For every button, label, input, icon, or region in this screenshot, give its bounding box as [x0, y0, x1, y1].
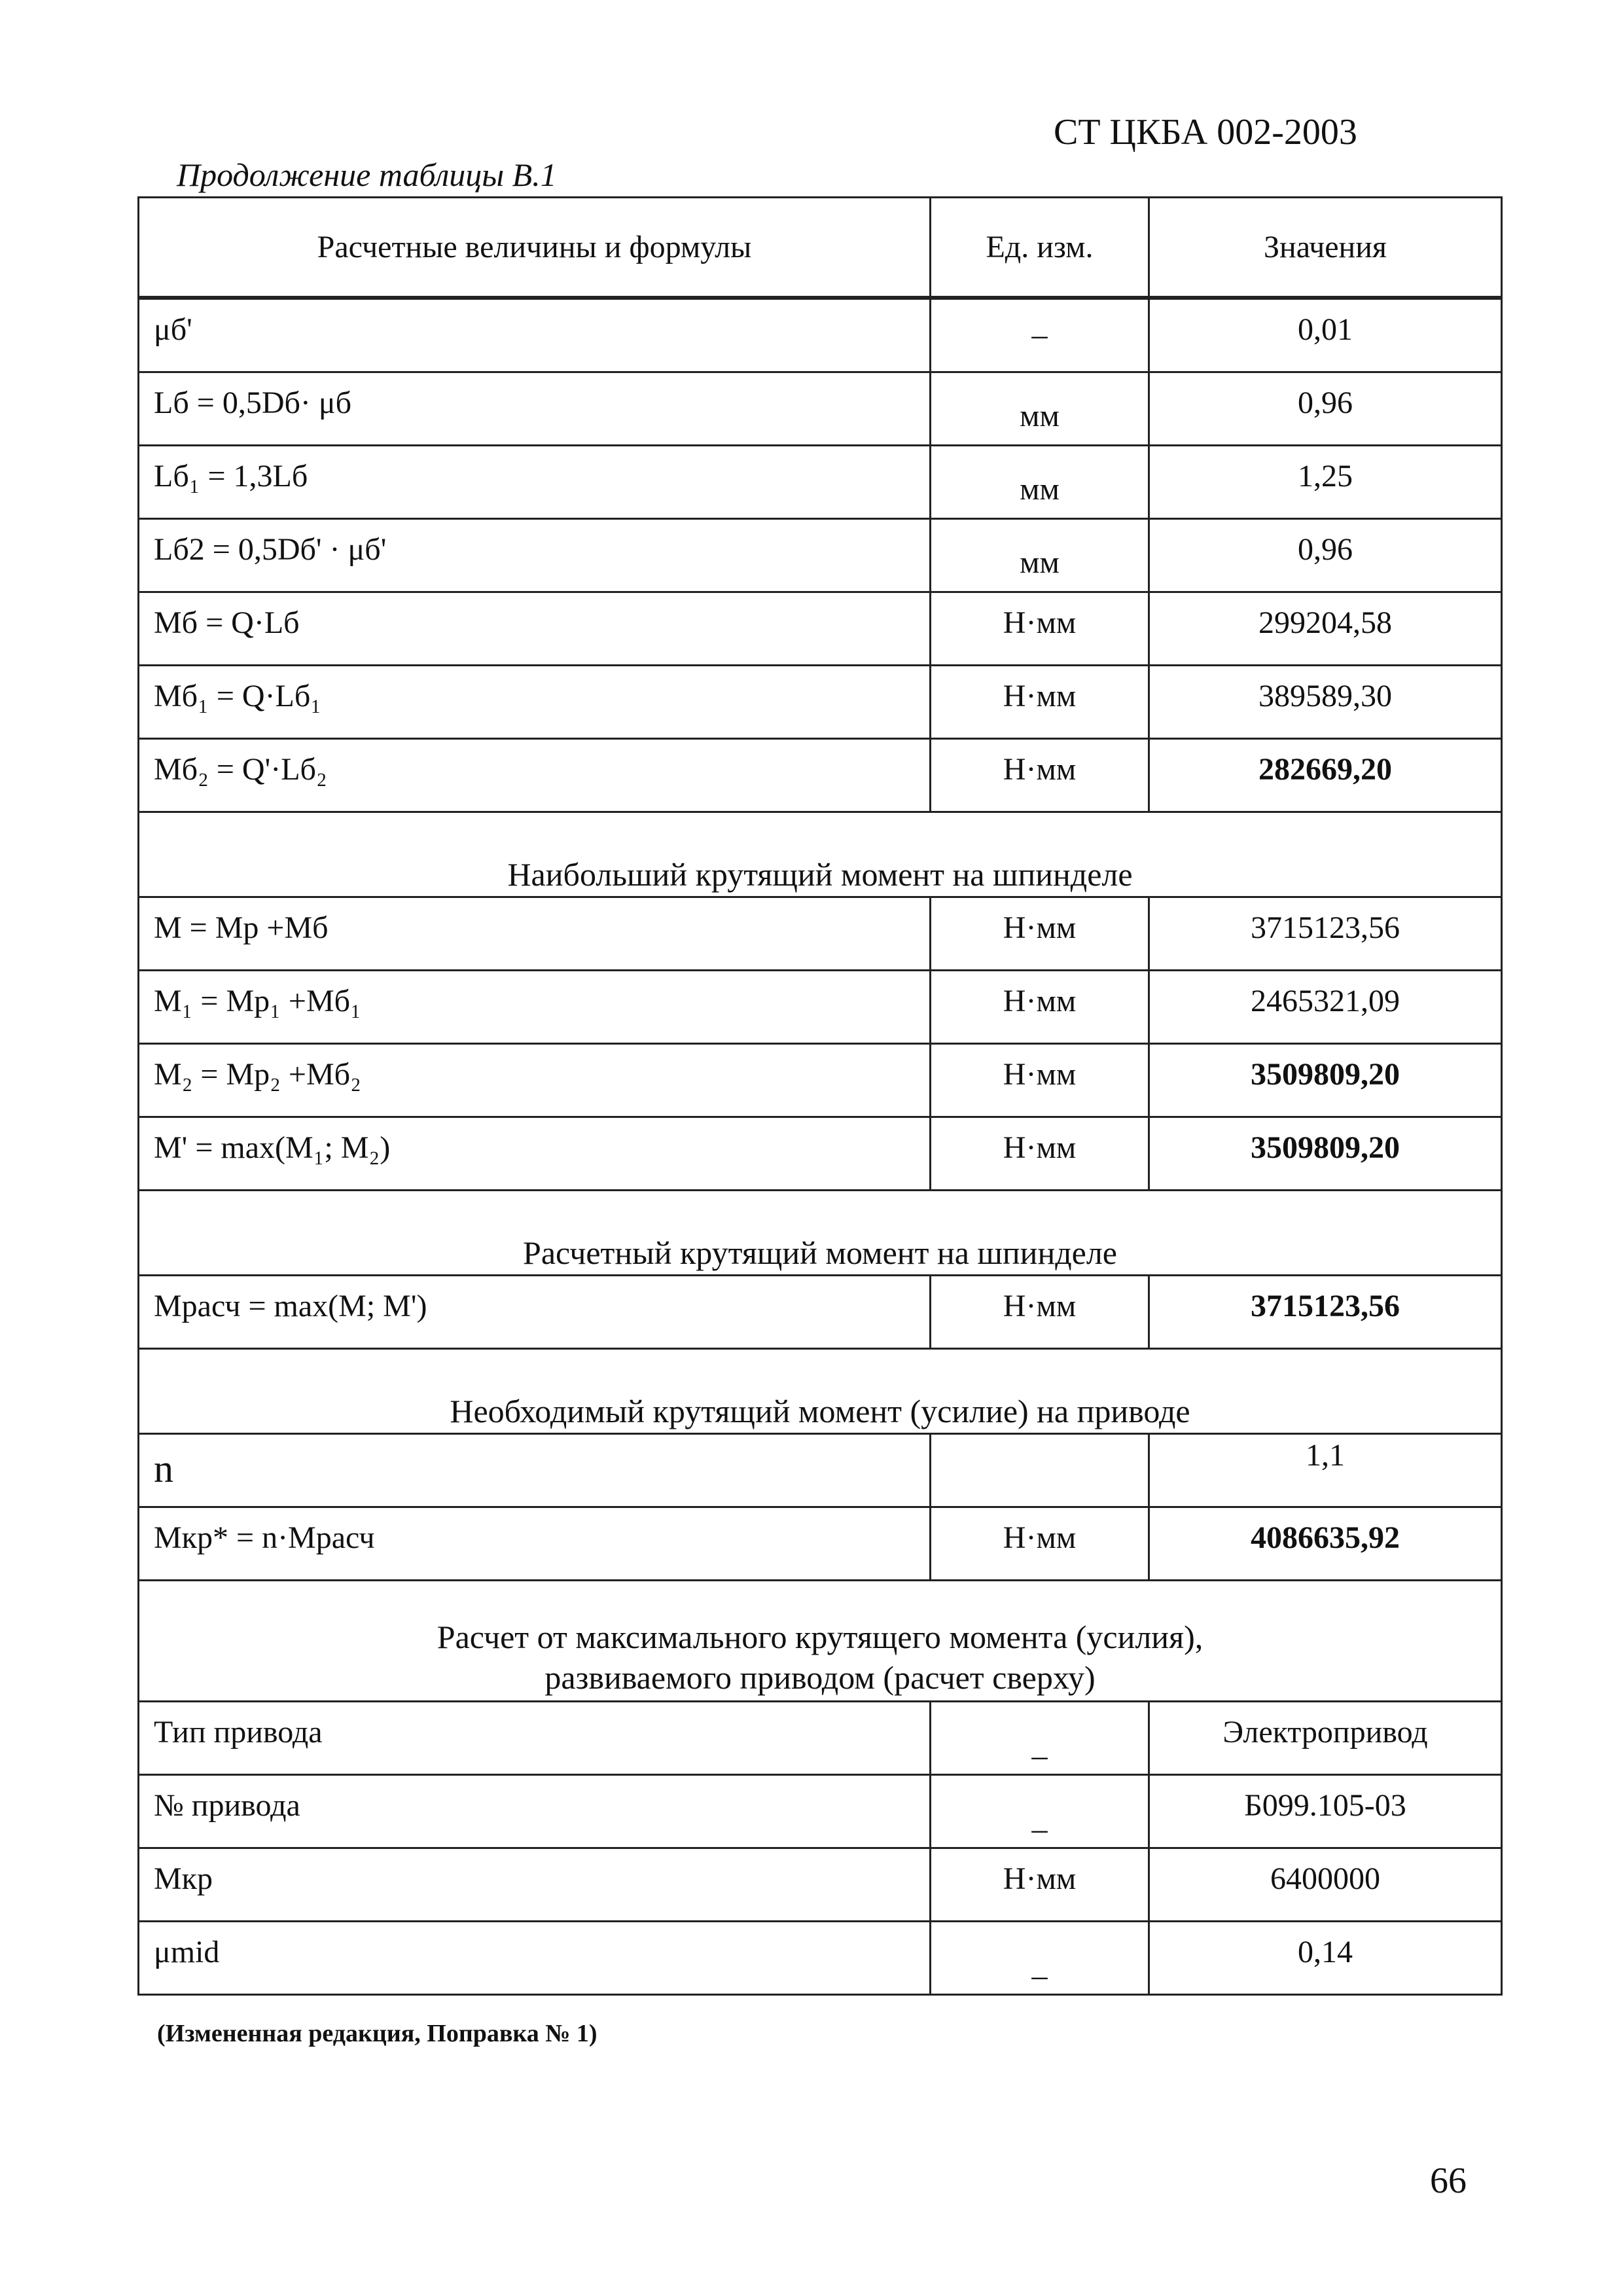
- formula-cell: Mб = Q·Lб: [139, 593, 931, 664]
- table-row: [139, 1774, 1501, 1847]
- value-cell: Электропривод: [1222, 1715, 1428, 1749]
- formula-cell: Mкр: [139, 1849, 931, 1920]
- formula-cell: M' = max(M₁; M₂): [139, 1118, 931, 1189]
- value-cell: 4086635,92: [1251, 1520, 1400, 1555]
- value-cell: 299204,58: [1258, 605, 1392, 640]
- table-row: [139, 664, 1501, 738]
- unit-cell: [931, 1435, 1150, 1506]
- value-cell: 389589,30: [1258, 679, 1392, 713]
- unit-cell: мм: [931, 446, 1150, 518]
- section-title-text: Расчетный крутящий момент на шпинделе: [523, 1234, 1117, 1271]
- unit-cell: Н·мм: [931, 593, 1150, 664]
- unit-cell: Н·мм: [931, 1508, 1150, 1579]
- unit-cell: Н·мм: [931, 1849, 1150, 1920]
- value-cell: 0,01: [1298, 312, 1353, 347]
- section-title: [139, 1579, 1501, 1700]
- unit-cell: _: [931, 1776, 1150, 1847]
- table-row: [139, 1920, 1501, 1994]
- value-cell: 3715123,56: [1251, 1289, 1400, 1323]
- table-row: [139, 896, 1501, 969]
- value-cell: Б099.105-03: [1244, 1788, 1406, 1823]
- table-continuation-title: Продолжение таблицы В.1: [177, 156, 557, 193]
- formula-cell: μmid: [139, 1922, 931, 1994]
- unit-cell: _: [931, 1702, 1150, 1774]
- formula-cell: Lб₁ = 1,3Lб: [139, 446, 931, 518]
- document-code: СТ ЦКБА 002-2003: [1054, 112, 1357, 152]
- page-number: 66: [1430, 2161, 1467, 2201]
- unit-cell: Н·мм: [931, 666, 1150, 738]
- formula-cell: Lб = 0,5Dб· μб: [139, 373, 931, 444]
- value-cell: 2465321,09: [1251, 984, 1400, 1018]
- table-row: [139, 969, 1501, 1043]
- unit-cell: Н·мм: [931, 1045, 1150, 1116]
- table-row: [139, 738, 1501, 811]
- section-title-text: Необходимый крутящий момент (усилие) на приводе: [450, 1393, 1190, 1429]
- section-title: [139, 811, 1501, 896]
- table-row: [139, 518, 1501, 591]
- section-title: [139, 1348, 1501, 1433]
- value-cell: 6400000: [1270, 1861, 1380, 1896]
- unit-cell: _: [931, 1922, 1150, 1994]
- col-header-formula: Расчетные величины и формулы: [139, 198, 931, 296]
- value-cell: 0,14: [1298, 1935, 1353, 1969]
- value-cell: 3509809,20: [1251, 1057, 1400, 1092]
- table-header: [139, 196, 1501, 298]
- table-row: [139, 1700, 1501, 1774]
- revision-note: (Измененная редакция, Поправка № 1): [157, 2020, 597, 2047]
- formula-cell: n: [139, 1435, 931, 1506]
- table-row: [139, 298, 1501, 371]
- col-header-unit: Ед. изм.: [931, 198, 1150, 296]
- value-cell: 3509809,20: [1251, 1130, 1400, 1165]
- table-row: [139, 591, 1501, 664]
- formula-cell: Тип привода: [139, 1702, 931, 1774]
- table-row: [139, 1506, 1501, 1579]
- formula-cell: Mб₂ = Q'·Lб₂: [139, 740, 931, 811]
- unit-cell: мм: [931, 373, 1150, 444]
- unit-cell: Н·мм: [931, 971, 1150, 1043]
- unit-cell: Н·мм: [931, 740, 1150, 811]
- formula-cell: Mкр* = n·Mрасч: [139, 1508, 931, 1579]
- value-cell: 0,96: [1298, 386, 1353, 420]
- section-title-text: Расчет от максимального крутящего момента (усилия),: [437, 1619, 1204, 1655]
- table-row: [139, 1274, 1501, 1348]
- unit-cell: _: [931, 300, 1150, 371]
- unit-cell: Н·мм: [931, 1276, 1150, 1348]
- formula-cell: Mб₁ = Q·Lб₁: [139, 666, 931, 738]
- value-cell: 1,1: [1306, 1438, 1345, 1473]
- unit-cell: Н·мм: [931, 1118, 1150, 1189]
- formula-cell: № привода: [139, 1776, 931, 1847]
- table-row: [139, 1433, 1501, 1506]
- section-title-text: развиваемого приводом (расчет сверху): [544, 1659, 1096, 1696]
- table-row: [139, 444, 1501, 518]
- formula-cell: M₁ = Mр₁ +Mб₁: [139, 971, 931, 1043]
- section-title-text: Наибольший крутящий момент на шпинделе: [507, 856, 1133, 893]
- table-row: [139, 1847, 1501, 1920]
- formula-cell: M = Mр +Mб: [139, 898, 931, 969]
- value-cell: 1,25: [1298, 459, 1353, 493]
- formula-cell: Lб2 = 0,5Dб' · μб': [139, 520, 931, 591]
- formula-cell: μб': [139, 300, 931, 371]
- formula-cell: Mрасч = max(M; M'): [139, 1276, 931, 1348]
- calculation-table: [137, 196, 1503, 1996]
- unit-cell: Н·мм: [931, 898, 1150, 969]
- value-cell: 282669,20: [1258, 752, 1392, 787]
- col-header-value: Значения: [1263, 230, 1387, 264]
- value-cell: 3715123,56: [1251, 910, 1400, 945]
- table-row: [139, 1043, 1501, 1116]
- table-row: [139, 371, 1501, 444]
- value-cell: 0,96: [1298, 532, 1353, 567]
- formula-cell: M₂ = Mр₂ +Mб₂: [139, 1045, 931, 1116]
- table-row: [139, 1116, 1501, 1189]
- section-title: [139, 1189, 1501, 1274]
- unit-cell: мм: [931, 520, 1150, 591]
